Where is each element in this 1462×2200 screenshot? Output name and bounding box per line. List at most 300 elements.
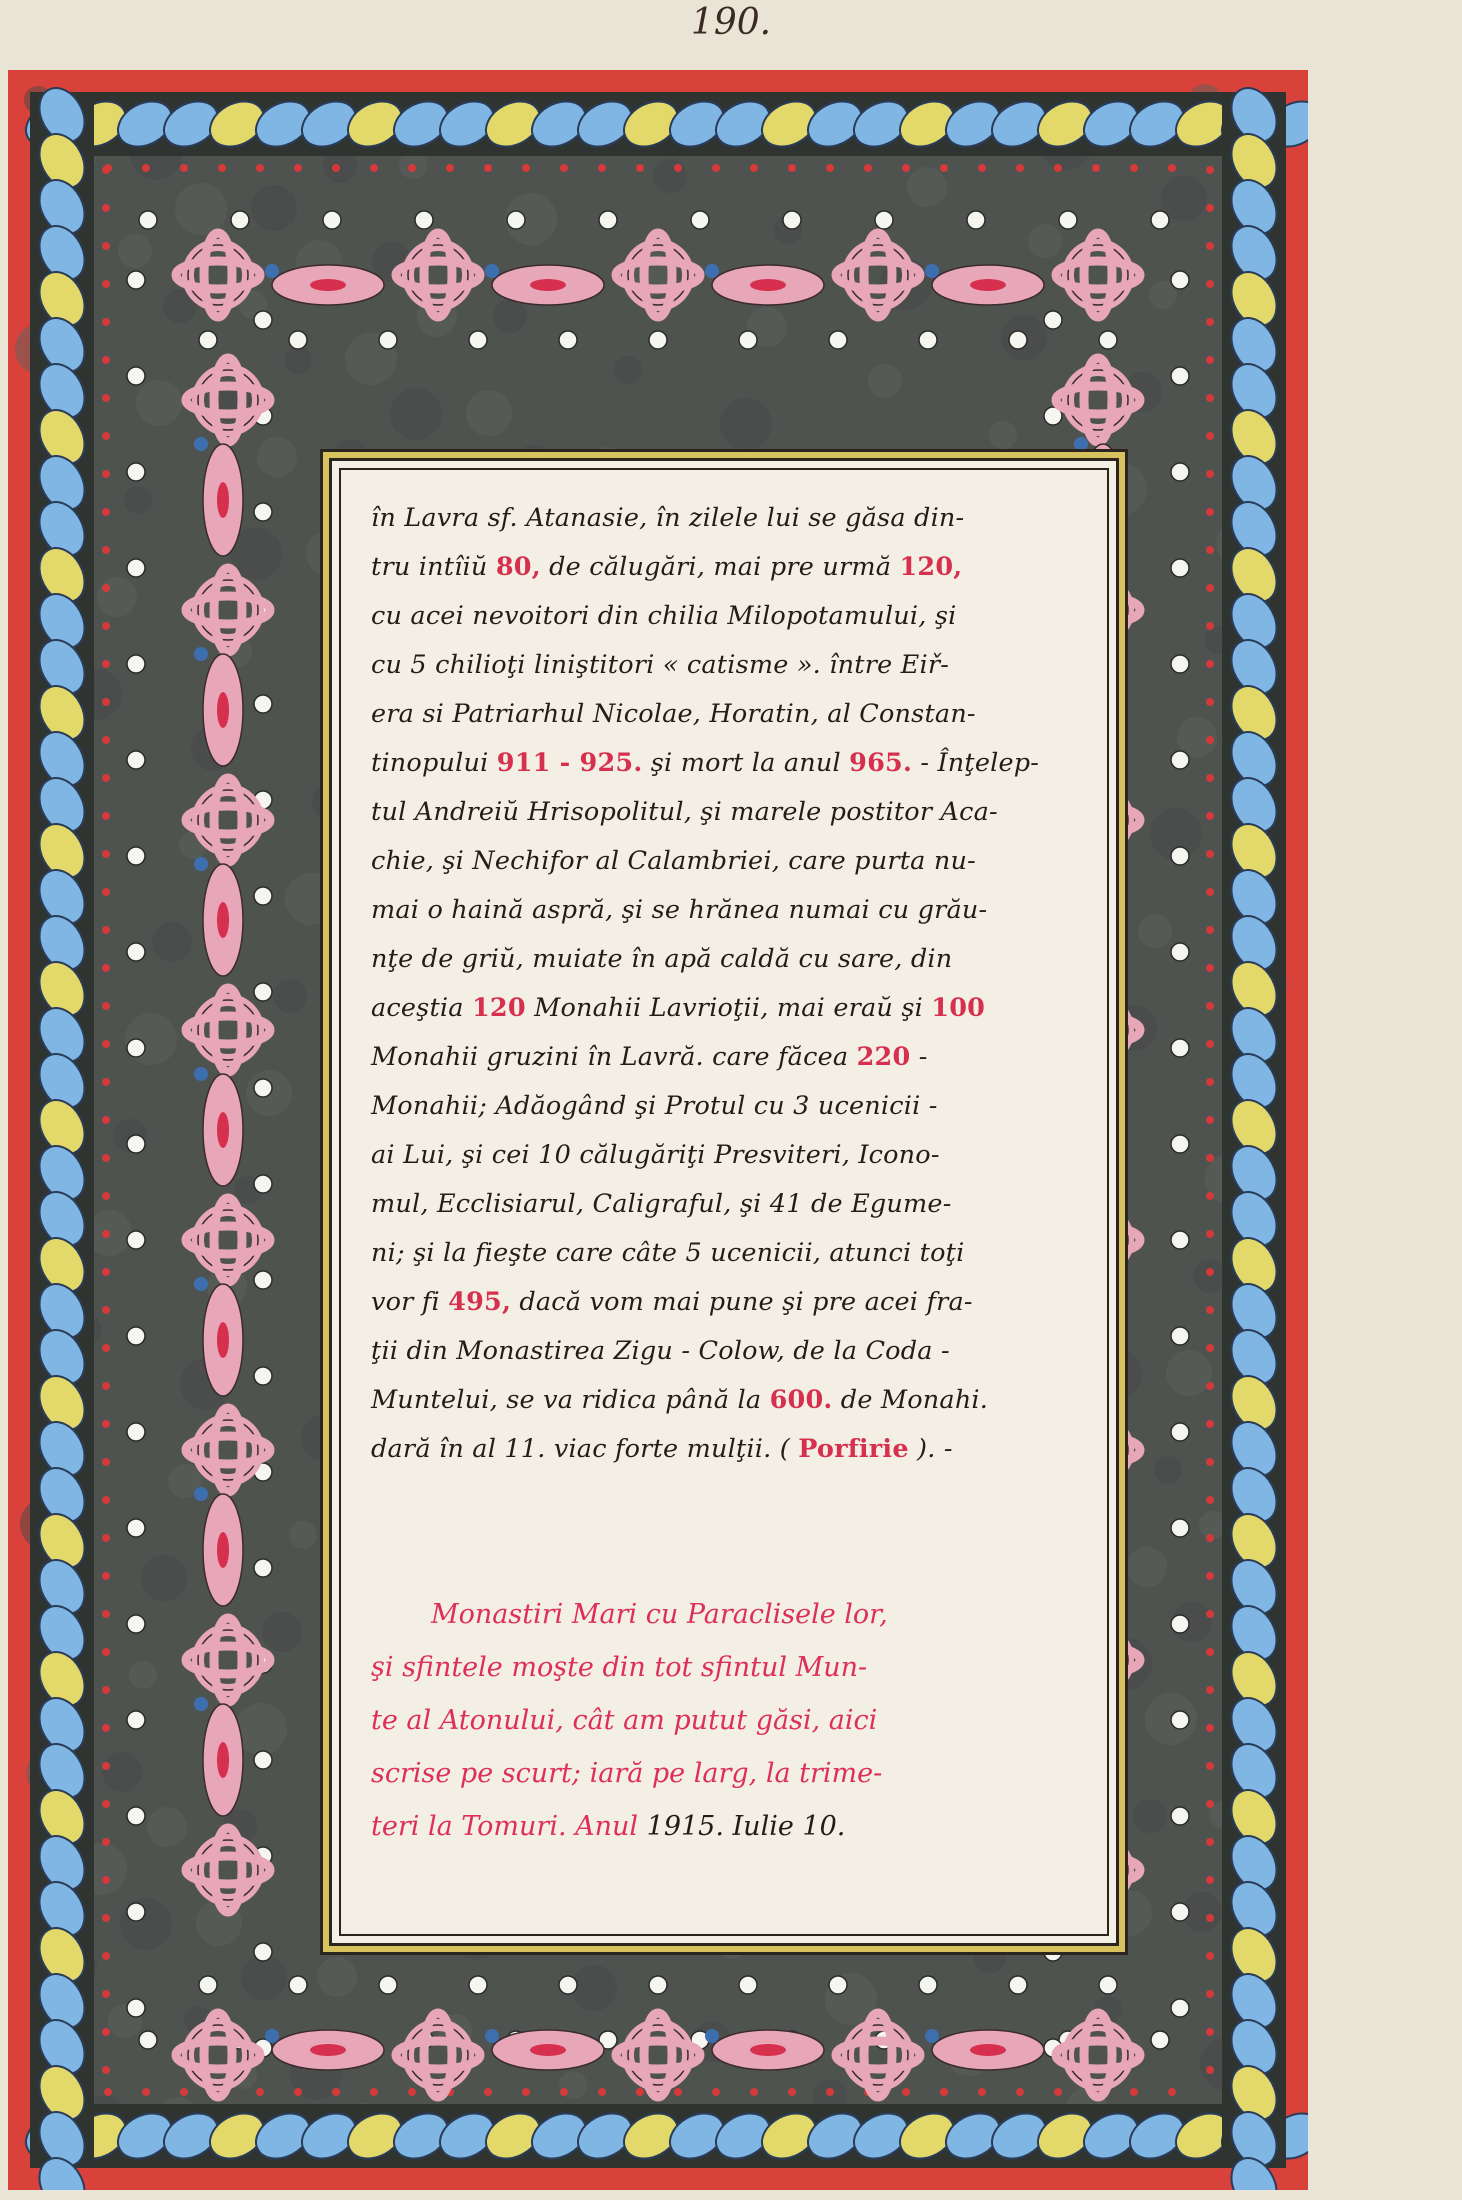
white-pearl: [323, 211, 341, 229]
text-run: ). -: [908, 1434, 953, 1464]
white-pearl: [139, 2031, 157, 2049]
blue-bead: [485, 2029, 499, 2043]
text-panel: [323, 452, 1125, 1952]
white-pearl: [127, 271, 145, 289]
red-dot: [1206, 1686, 1214, 1694]
red-dot: [1206, 964, 1214, 972]
red-dot: [1206, 1914, 1214, 1922]
red-dot: [408, 164, 416, 172]
red-dot: [102, 1230, 110, 1238]
white-pearl: [127, 559, 145, 577]
section-title: [371, 1588, 1091, 1853]
white-pearl: [127, 847, 145, 865]
red-dot: [902, 164, 910, 172]
red-dot: [1016, 164, 1024, 172]
red-ink-text: 120: [471, 993, 526, 1023]
text-line: [371, 1425, 1091, 1474]
red-dot: [1206, 1724, 1214, 1732]
text-line: [371, 494, 1091, 543]
red-dot: [102, 1344, 110, 1352]
red-dot: [102, 2028, 110, 2036]
red-dot: [102, 1724, 110, 1732]
text-line: [371, 935, 1091, 984]
ground-texture: [147, 1807, 187, 1847]
red-dot: [750, 2088, 758, 2096]
text-run: tinopului: [371, 748, 497, 778]
leaf-center: [217, 1532, 229, 1568]
red-dot: [1206, 1382, 1214, 1390]
red-dot: [102, 470, 110, 478]
ground-texture: [720, 398, 772, 450]
red-dot: [1206, 888, 1214, 896]
title-line: [371, 1641, 1091, 1694]
white-pearl: [599, 211, 617, 229]
text-run: aceştia: [371, 993, 472, 1023]
white-pearl: [1009, 1976, 1027, 1994]
red-dot: [102, 584, 110, 592]
white-pearl: [1171, 1231, 1189, 1249]
red-dot: [598, 2088, 606, 2096]
red-dot: [1206, 850, 1214, 858]
leaf-center: [310, 2044, 346, 2056]
text-run: te al Atonului, cât am putut găsi, aici: [371, 1705, 878, 1736]
text-line: [371, 1033, 1091, 1082]
white-pearl: [1171, 655, 1189, 673]
red-dot: [102, 888, 110, 896]
title-line: [371, 1588, 1091, 1641]
white-pearl: [829, 331, 847, 349]
text-run: dacă vom mai pune şi pre acei fra-: [511, 1287, 973, 1317]
red-dot: [102, 774, 110, 782]
white-pearl: [127, 1519, 145, 1537]
red-dot: [1206, 584, 1214, 592]
ground-texture: [317, 1957, 357, 1997]
red-dot: [1206, 508, 1214, 516]
red-dot: [1206, 1648, 1214, 1656]
red-dot: [940, 2088, 948, 2096]
red-dot: [788, 2088, 796, 2096]
white-pearl: [289, 331, 307, 349]
red-dot: [256, 164, 264, 172]
red-dot: [1206, 1040, 1214, 1048]
red-dot: [940, 164, 948, 172]
red-dot: [102, 698, 110, 706]
text-line: [371, 886, 1091, 935]
leaf-center: [750, 2044, 786, 2056]
ground-texture: [989, 421, 1017, 449]
red-dot: [102, 1078, 110, 1086]
white-pearl: [691, 211, 709, 229]
text-run: -: [910, 1042, 928, 1072]
red-dot: [446, 164, 454, 172]
white-pearl: [1171, 271, 1189, 289]
white-pearl: [1171, 1999, 1189, 2017]
blue-bead: [194, 1067, 208, 1081]
white-pearl: [469, 331, 487, 349]
red-dot: [522, 2088, 530, 2096]
red-dot: [218, 164, 226, 172]
white-pearl: [739, 331, 757, 349]
red-dot: [102, 1154, 110, 1162]
leaf-center: [750, 279, 786, 291]
white-pearl: [1044, 311, 1062, 329]
ground-texture: [262, 1612, 302, 1652]
blue-bead: [194, 1277, 208, 1291]
red-dot: [1206, 1610, 1214, 1618]
white-pearl: [199, 1976, 217, 1994]
text-line: [371, 1229, 1091, 1278]
ground-texture: [1166, 1350, 1212, 1396]
text-run: ni; şi la fieşte care câte 5 ucenicii, atunci toţi: [371, 1238, 965, 1268]
white-pearl: [1171, 1807, 1189, 1825]
white-pearl: [919, 1976, 937, 1994]
white-pearl: [254, 503, 272, 521]
ground-texture: [289, 1521, 317, 1549]
ground-texture: [1127, 1547, 1167, 1587]
white-pearl: [1171, 943, 1189, 961]
red-dot: [864, 164, 872, 172]
leaf-center: [217, 1322, 229, 1358]
white-pearl: [127, 1039, 145, 1057]
white-pearl: [649, 1976, 667, 1994]
white-pearl: [1171, 1135, 1189, 1153]
text-run: Monastiri Mari cu Paraclisele lor,: [431, 1599, 888, 1630]
red-dot: [636, 164, 644, 172]
white-pearl: [1009, 331, 1027, 349]
title-line: [371, 1747, 1091, 1800]
red-dot: [1206, 1990, 1214, 1998]
red-dot: [102, 242, 110, 250]
red-dot: [1206, 1838, 1214, 1846]
red-dot: [102, 1686, 110, 1694]
white-pearl: [1171, 1519, 1189, 1537]
white-pearl: [1171, 1903, 1189, 1921]
red-dot: [102, 1420, 110, 1428]
white-pearl: [875, 211, 893, 229]
text-run: mai o haină aspră, şi se hrănea numai cu grău-: [371, 895, 988, 925]
red-dot: [102, 318, 110, 326]
red-dot: [102, 1458, 110, 1466]
red-dot: [902, 2088, 910, 2096]
red-dot: [102, 1572, 110, 1580]
white-pearl: [1171, 559, 1189, 577]
red-dot: [978, 2088, 986, 2096]
red-dot: [1206, 1268, 1214, 1276]
white-pearl: [127, 1231, 145, 1249]
ground-texture: [257, 437, 297, 477]
blue-bead: [485, 264, 499, 278]
red-dot: [102, 1876, 110, 1884]
white-pearl: [469, 1976, 487, 1994]
ground-texture: [129, 1661, 157, 1689]
text-run: nţe de griŭ, muiate în apă caldă cu sare, din: [371, 944, 953, 974]
text-run: Muntelui, se va ridica până la: [371, 1385, 770, 1415]
red-dot: [102, 1648, 110, 1656]
ground-texture: [653, 159, 687, 193]
white-pearl: [127, 751, 145, 769]
text-run: ţii din Monastirea Zigu - Colow, de la Coda -: [371, 1336, 950, 1366]
white-pearl: [1099, 331, 1117, 349]
text-line: [371, 543, 1091, 592]
red-dot: [1206, 1572, 1214, 1580]
blue-bead: [925, 2029, 939, 2043]
red-ink-text: 965.: [849, 748, 913, 778]
white-pearl: [1171, 1423, 1189, 1441]
text-line: [371, 1082, 1091, 1131]
red-dot: [332, 2088, 340, 2096]
ground-texture: [907, 167, 947, 207]
red-dot: [1206, 1458, 1214, 1466]
text-run: şi sfintele moşte din tot sfintul Mun-: [371, 1652, 868, 1683]
white-pearl: [1171, 1711, 1189, 1729]
red-dot: [1206, 432, 1214, 440]
red-dot: [104, 2088, 112, 2096]
red-dot: [788, 164, 796, 172]
text-run: scrise pe scurt; iară pe larg, la trime-: [371, 1758, 883, 1789]
red-dot: [1054, 164, 1062, 172]
red-dot: [1206, 2028, 1214, 2036]
text-run: Monahii; Adăogând şi Protul cu 3 ucenicii -: [371, 1091, 938, 1121]
red-dot: [674, 2088, 682, 2096]
red-dot: [102, 736, 110, 744]
text-run: şi mort la anul: [642, 748, 850, 778]
red-dot: [1206, 1952, 1214, 1960]
ground-texture: [124, 486, 152, 514]
red-dot: [1206, 1002, 1214, 1010]
white-pearl: [415, 211, 433, 229]
ground-texture: [1138, 914, 1172, 948]
red-dot: [560, 164, 568, 172]
red-dot: [102, 1040, 110, 1048]
red-dot: [1206, 1762, 1214, 1770]
red-dot: [1206, 204, 1214, 212]
leaf-center: [217, 482, 229, 518]
white-pearl: [127, 1423, 145, 1441]
title-line: [371, 1800, 1091, 1853]
red-dot: [142, 2088, 150, 2096]
text-line: [371, 1327, 1091, 1376]
red-dot: [102, 1534, 110, 1542]
text-run: - Înţelep-: [912, 748, 1040, 778]
text-run: Monahii Lavrioţii, mai eraŭ şi: [525, 993, 932, 1023]
white-pearl: [254, 983, 272, 1001]
white-pearl: [231, 211, 249, 229]
leaf-center: [970, 2044, 1006, 2056]
leaf-center: [217, 692, 229, 728]
red-dot: [1206, 1344, 1214, 1352]
white-pearl: [127, 1999, 145, 2017]
red-dot: [102, 1610, 110, 1618]
white-pearl: [379, 331, 397, 349]
white-pearl: [1099, 1976, 1117, 1994]
leaf-center: [310, 279, 346, 291]
red-dot: [102, 964, 110, 972]
red-dot: [102, 432, 110, 440]
red-dot: [102, 622, 110, 630]
ground-texture: [102, 1752, 142, 1792]
red-dot: [102, 356, 110, 364]
blue-bead: [265, 264, 279, 278]
red-dot: [484, 164, 492, 172]
blue-bead: [194, 437, 208, 451]
red-dot: [102, 1800, 110, 1808]
ground-texture: [136, 380, 182, 426]
red-dot: [180, 2088, 188, 2096]
blue-bead: [705, 2029, 719, 2043]
blue-bead: [194, 1487, 208, 1501]
leaf-center: [217, 1742, 229, 1778]
red-ink-text: 220: [856, 1042, 911, 1072]
red-dot: [1206, 2066, 1214, 2074]
text-line: [371, 641, 1091, 690]
white-pearl: [1151, 211, 1169, 229]
red-dot: [484, 2088, 492, 2096]
white-pearl: [127, 1711, 145, 1729]
red-dot: [180, 164, 188, 172]
red-dot: [1206, 1800, 1214, 1808]
red-dot: [1206, 1116, 1214, 1124]
red-dot: [1206, 546, 1214, 554]
red-dot: [294, 164, 302, 172]
leaf-center: [217, 1112, 229, 1148]
ground-texture: [1028, 224, 1062, 258]
red-dot: [1206, 166, 1214, 174]
ground-texture: [466, 390, 512, 436]
red-dot: [522, 164, 530, 172]
text-run: în Lavra sf. Atanasie, în zilele lui se găsa din-: [371, 503, 965, 533]
white-pearl: [739, 1976, 757, 1994]
ground-texture: [118, 234, 152, 268]
text-line: [371, 1131, 1091, 1180]
ground-texture: [251, 185, 297, 231]
white-pearl: [1171, 463, 1189, 481]
white-pearl: [127, 1327, 145, 1345]
red-dot: [1016, 2088, 1024, 2096]
red-dot: [1206, 394, 1214, 402]
white-pearl: [254, 1943, 272, 1961]
white-pearl: [139, 211, 157, 229]
white-pearl: [559, 1976, 577, 1994]
white-pearl: [254, 1559, 272, 1577]
red-dot: [102, 926, 110, 934]
blue-bead: [265, 2029, 279, 2043]
text-line: [371, 592, 1091, 641]
red-ink-text: 120,: [899, 552, 963, 582]
leaf-center: [970, 279, 1006, 291]
text-run: dară în al 11. viac forte mulţii. (: [371, 1434, 799, 1464]
text-line: [371, 788, 1091, 837]
red-dot: [102, 1116, 110, 1124]
white-pearl: [254, 887, 272, 905]
red-dot: [1206, 318, 1214, 326]
ground-texture: [152, 922, 192, 962]
red-dot: [1206, 1876, 1214, 1884]
leaf-center: [530, 279, 566, 291]
red-dot: [256, 2088, 264, 2096]
ground-texture: [1154, 1456, 1182, 1484]
text-run: de Monahi.: [832, 1385, 989, 1415]
red-dot: [102, 204, 110, 212]
red-dot: [102, 1268, 110, 1276]
red-dot: [1206, 622, 1214, 630]
text-run: tru intîiŭ: [371, 552, 496, 582]
ground-texture: [120, 1898, 172, 1950]
text-run: de călugări, mai pre urmă: [540, 552, 900, 582]
blue-bead: [925, 264, 939, 278]
red-dot: [294, 2088, 302, 2096]
red-dot: [1092, 164, 1100, 172]
red-dot: [1130, 2088, 1138, 2096]
white-pearl: [127, 943, 145, 961]
white-pearl: [829, 1976, 847, 1994]
red-dot: [1206, 698, 1214, 706]
blue-bead: [194, 1697, 208, 1711]
text-run: cu 5 chilioţi liniştitori « catisme ». între Eiř-: [371, 650, 950, 680]
white-pearl: [1151, 2031, 1169, 2049]
white-pearl: [127, 1135, 145, 1153]
blue-bead: [194, 857, 208, 871]
text-line: [371, 1180, 1091, 1229]
white-pearl: [1059, 211, 1077, 229]
ground-texture: [241, 1955, 287, 2001]
text-run: 1915. Iulie 10.: [646, 1811, 846, 1842]
text-line: [371, 739, 1091, 788]
red-dot: [1206, 1078, 1214, 1086]
red-dot: [332, 164, 340, 172]
white-pearl: [1171, 367, 1189, 385]
white-pearl: [127, 1807, 145, 1825]
text-run: ai Lui, şi cei 10 călugăriţi Presviteri, Icono-: [371, 1140, 940, 1170]
red-dot: [102, 812, 110, 820]
red-dot: [560, 2088, 568, 2096]
leaf-center: [217, 902, 229, 938]
red-dot: [102, 660, 110, 668]
red-dot: [102, 1990, 110, 1998]
white-pearl: [649, 331, 667, 349]
red-dot: [1206, 280, 1214, 288]
text-run: Monahii gruzini în Lavră. care făcea: [371, 1042, 857, 1072]
text-run: era si Patriarhul Nicolae, Horatin, al Constan-: [371, 699, 976, 729]
white-pearl: [254, 1079, 272, 1097]
red-dot: [102, 1306, 110, 1314]
text-run: mul, Ecclisiarul, Caligraful, şi 41 de Egume-: [371, 1189, 952, 1219]
red-dot: [712, 2088, 720, 2096]
red-dot: [1206, 242, 1214, 250]
red-dot: [102, 508, 110, 516]
white-pearl: [127, 1615, 145, 1633]
ground-texture: [493, 299, 527, 333]
ground-texture: [571, 1965, 617, 2011]
red-dot: [408, 2088, 416, 2096]
white-pearl: [507, 211, 525, 229]
red-dot: [102, 1192, 110, 1200]
red-dot: [1206, 1306, 1214, 1314]
red-dot: [1206, 356, 1214, 364]
white-pearl: [254, 1175, 272, 1193]
white-pearl: [1171, 1327, 1189, 1345]
white-pearl: [1171, 751, 1189, 769]
red-dot: [142, 164, 150, 172]
ground-texture: [141, 1555, 187, 1601]
red-dot: [1206, 1230, 1214, 1238]
text-run: tul Andreiŭ Hrisopolitul, şi marele postitor Aca-: [371, 797, 998, 827]
red-dot: [102, 1496, 110, 1504]
red-dot: [102, 280, 110, 288]
white-pearl: [127, 1903, 145, 1921]
red-dot: [102, 166, 110, 174]
white-pearl: [379, 1976, 397, 1994]
ground-texture: [1133, 1799, 1167, 1833]
